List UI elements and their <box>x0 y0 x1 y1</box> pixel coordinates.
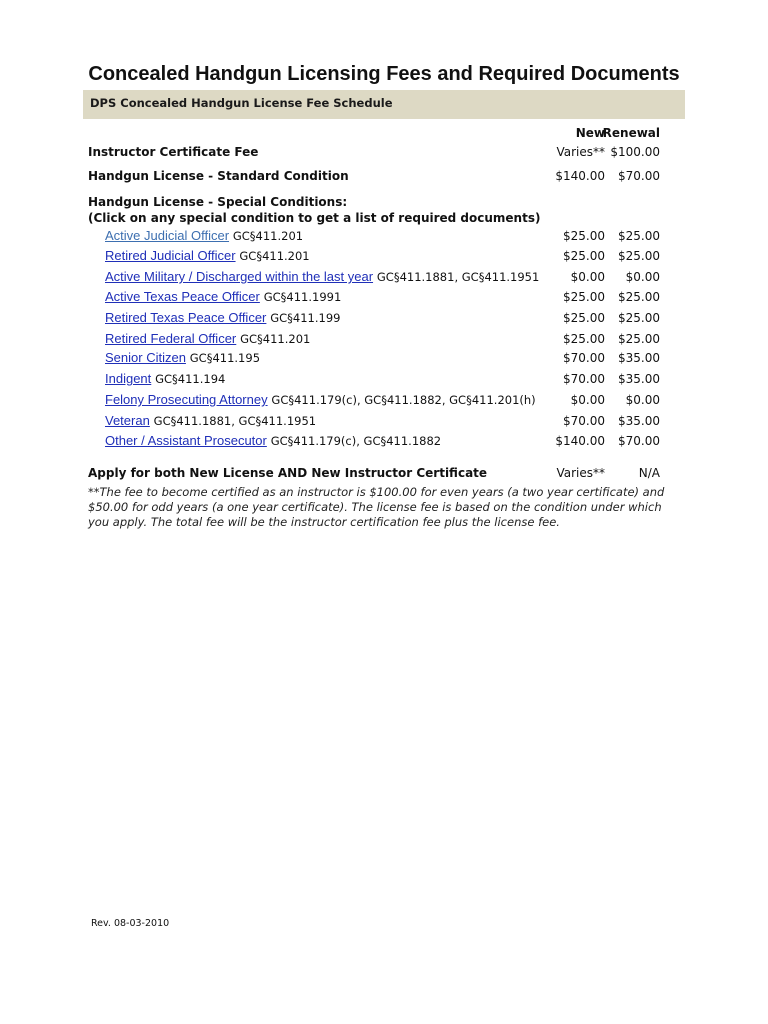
statute-code: GC§411.194 <box>155 372 226 386</box>
column-header-new: New <box>575 126 605 140</box>
special-condition-renewal-fee: $0.00 <box>625 393 660 407</box>
statute-code: GC§411.179(c), GC§411.1882 <box>270 434 442 448</box>
special-condition-link[interactable]: Active Military / Discharged within the last year <box>105 269 374 284</box>
special-condition-link[interactable]: Other / Assistant Prosecutor <box>105 433 267 448</box>
special-condition-renewal-fee: $25.00 <box>618 249 660 263</box>
special-condition-new-fee: $70.00 <box>563 414 605 428</box>
special-condition-new-fee: $25.00 <box>563 290 605 304</box>
special-condition-renewal-fee: $25.00 <box>618 311 660 325</box>
statute-code: GC§411.201 <box>239 249 310 263</box>
special-condition-renewal-fee: $25.00 <box>618 290 660 304</box>
standard-condition-label: Handgun License - Standard Condition <box>88 169 349 183</box>
fee-schedule-header-label: DPS Concealed Handgun License Fee Schedule <box>90 96 393 110</box>
column-header-row <box>88 123 660 143</box>
statute-code: GC§411.199 <box>270 311 341 325</box>
special-condition-link[interactable]: Retired Judicial Officer <box>105 248 236 263</box>
special-condition-link[interactable]: Felony Prosecuting Attorney <box>105 392 268 407</box>
special-condition-renewal-fee: $70.00 <box>618 434 660 448</box>
statute-code: GC§411.195 <box>189 351 261 365</box>
special-condition-row <box>88 246 660 266</box>
special-condition-renewal-fee: $25.00 <box>618 332 660 346</box>
instructor-fee-new: Varies** <box>556 145 605 159</box>
special-condition-row <box>88 431 660 451</box>
special-condition-link[interactable]: Retired Texas Peace Officer <box>105 310 267 325</box>
special-condition-renewal-fee: $35.00 <box>618 372 660 386</box>
combined-application-label: Apply for both New License AND New Instructor Certificate <box>88 466 488 480</box>
combined-application-renewal: N/A <box>638 466 660 480</box>
fee-footnote: **The fee to become certified as an instructor is $100.00 for even years (a two year certificate) and $50.00 for odd years (a one year certificate). The license fee is based on the condition under which you apply. The total fee will be the instructor certification fee plus the license fee. <box>88 485 665 529</box>
special-condition-renewal-fee: $0.00 <box>625 270 660 284</box>
instructor-fee-renewal: $100.00 <box>610 145 660 159</box>
special-condition-row <box>88 329 660 349</box>
special-condition-new-fee: $25.00 <box>563 249 605 263</box>
special-condition-link[interactable]: Active Texas Peace Officer <box>105 289 260 304</box>
special-condition-row <box>88 308 660 328</box>
special-condition-new-fee: $25.00 <box>563 229 605 243</box>
special-conditions-title: Handgun License - Special Conditions: <box>88 195 348 209</box>
special-condition-row <box>88 348 660 368</box>
special-condition-link[interactable]: Veteran <box>105 413 150 428</box>
special-condition-new-fee: $25.00 <box>563 332 605 346</box>
revision-date: Rev. 08-03-2010 <box>91 918 170 929</box>
special-condition-renewal-fee: $25.00 <box>618 229 660 243</box>
special-condition-row <box>88 369 660 389</box>
special-condition-renewal-fee: $35.00 <box>618 351 660 365</box>
standard-condition-new: $140.00 <box>555 169 605 183</box>
special-condition-link[interactable]: Retired Federal Officer <box>105 331 237 346</box>
statute-code: GC§411.201 <box>232 229 304 243</box>
special-condition-row <box>88 411 660 431</box>
special-condition-new-fee: $0.00 <box>570 393 605 407</box>
fee-schedule-header <box>83 90 685 119</box>
special-condition-link[interactable]: Senior Citizen <box>105 350 186 365</box>
page-title: Concealed Handgun Licensing Fees and Required Documents <box>88 63 680 85</box>
statute-code: GC§411.201 <box>240 332 311 346</box>
statute-code: GC§411.179(c), GC§411.1882, GC§411.201(h) <box>271 393 536 407</box>
special-condition-new-fee: $0.00 <box>570 270 605 284</box>
special-conditions-heading <box>88 194 540 226</box>
special-condition-link[interactable]: Active Judicial Officer <box>105 228 230 243</box>
special-condition-row <box>88 287 660 307</box>
special-condition-renewal-fee: $35.00 <box>618 414 660 428</box>
statute-code: GC§411.1881, GC§411.1951 <box>376 270 540 284</box>
special-condition-new-fee: $70.00 <box>563 351 605 365</box>
standard-condition-row <box>88 166 660 186</box>
special-condition-row <box>88 267 660 287</box>
special-condition-new-fee: $25.00 <box>563 311 605 325</box>
special-condition-link[interactable]: Indigent <box>105 371 152 386</box>
combined-application-row <box>88 463 660 483</box>
column-header-renewal: Renewal <box>602 126 660 140</box>
standard-condition-renewal: $70.00 <box>618 169 660 183</box>
statute-code: GC§411.1991 <box>263 290 342 304</box>
instructor-fee-row <box>88 142 660 162</box>
combined-application-new: Varies** <box>556 466 605 480</box>
instructor-fee-label: Instructor Certificate Fee <box>88 145 259 159</box>
special-condition-row <box>88 226 660 246</box>
special-condition-new-fee: $140.00 <box>555 434 605 448</box>
statute-code: GC§411.1881, GC§411.1951 <box>153 414 317 428</box>
special-conditions-instruction: (Click on any special condition to get a list of required documents) <box>88 211 541 225</box>
special-condition-row <box>88 390 660 410</box>
special-condition-new-fee: $70.00 <box>563 372 605 386</box>
